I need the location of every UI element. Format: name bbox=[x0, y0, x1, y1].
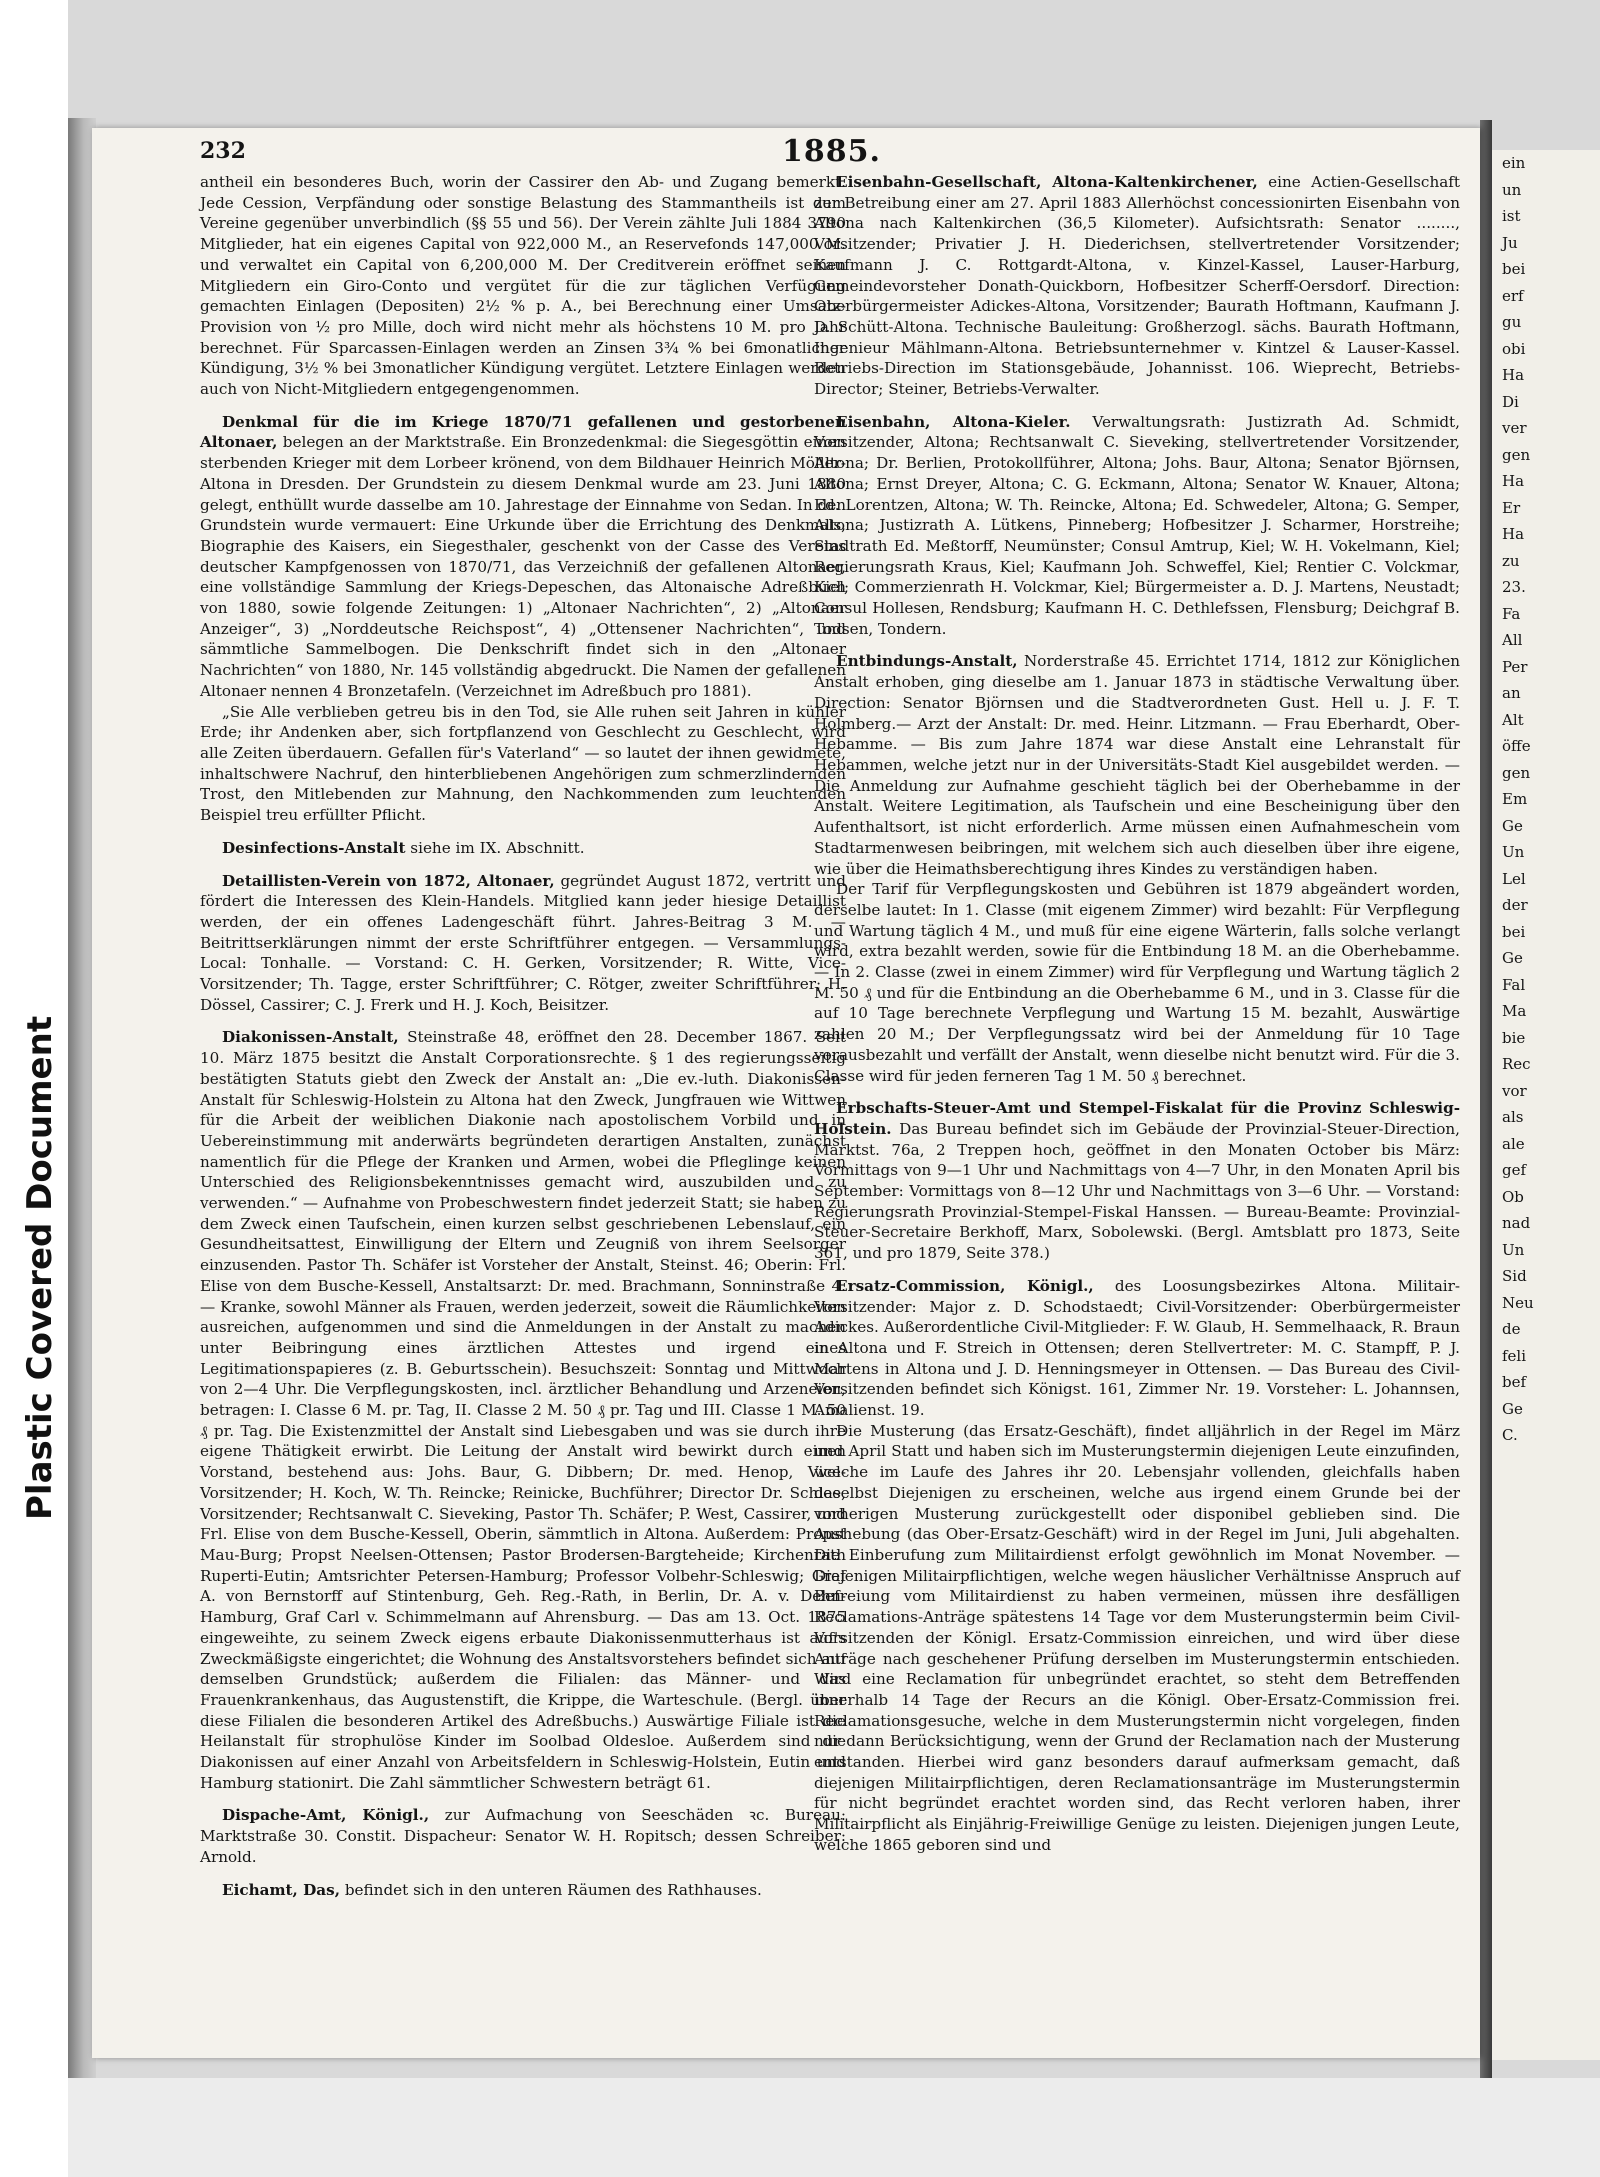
next-page-fragment: 23. bbox=[1502, 578, 1526, 596]
next-page-fragment: ale bbox=[1502, 1134, 1525, 1153]
directory-entry bbox=[200, 1880, 846, 1901]
entry-text bbox=[200, 412, 846, 702]
entry-body: antheil ein besonderes Buch, worin der Cassirer den Ab- und Zugang bemerkt. Jede Cession, Verpfändung oder sonstige Belastung des Stammantheils ist dem Vereine gegenüber unverbindlich (§§ 55 und 56). Der Verein zählte Juli 1884 3790 Mitglieder, hat ein eigenes Capital von 922,000 M., an Reservefonds 147,000 M. und verwaltet ein Capital von 6,200,000 M. Der Creditverein eröffnet seinen Mitgliedern ein Giro-Conto und vergütet für die zur täglichen Verfügung gemachten Einlagen (Depositen) 2½ % p. A., bei Berechnung einer Umsatz-Provision von ½ pro Mille, doch wird nicht mehr als höchstens 10 M. pro Jahr berechnet. Für Sparcassen-Einlagen werden an Zinsen 3¾ % bei 6monatlicher Kündigung, 3½ % bei 3monatlicher Kündigung vergütet. Letztere Einlagen werden auch von Nicht-Mitgliedern entgegengenommen. bbox=[200, 173, 846, 399]
next-page-fragment: Sid bbox=[1502, 1267, 1527, 1285]
entry-heading: Eichamt, Das, bbox=[222, 1880, 340, 1899]
entry-continuation: Der Tarif für Verpflegungskosten und Gebühren ist 1879 abgeändert worden, derselbe lautet: In 1. Classe (mit eigenem Zimmer) wird bezahlt: Für Verpflegung und Wartung täglich 4 M., und muß für eine eigene Wärterin, falls solche verlangt wird, extra bezahlt werden, sowie für die Entbindung 18 M. an die Oberhebamme. — In 2. Classe (zwei in einem Zimmer) wird für Verpflegung und Wartung täglich 2 M. 50 ₰ und für die Entbindung an die Oberhebamme 6 M., und in 3. Classe für die auf 10 Tage berechnete Verpflegung und Wartung 15 M. bezahlt, Auswärtige zahlen 20 M.; Der Verpflegungssatz wird bei der Anmeldung für 10 Tage vorausbezahlt und verfällt der Anstalt, wenn dieselbe nicht benutzt wird. Für die 3. Classe wird für jeden ferneren Tag 1 M. 50 ₰ berechnet. bbox=[814, 880, 1460, 1085]
entry-heading: Eisenbahn, Altona-Kieler. bbox=[836, 412, 1071, 431]
directory-entry bbox=[200, 172, 846, 400]
entry-body: zur Aufmachung von Seeschäden ꝛc. Bureau: Marktstraße 30. Constit. Dispacheur: Senator W. H. Ropitsch; dessen Schreiber: Arnold. bbox=[200, 1806, 847, 1866]
entry-heading: Eisenbahn-Gesellschaft, Altona-Kaltenkirchener, bbox=[836, 173, 1258, 191]
entry-body: siehe im IX. Abschnitt. bbox=[410, 838, 585, 857]
page-gutter bbox=[1480, 120, 1492, 2080]
left-column bbox=[200, 172, 846, 1912]
entry-heading: Ersatz-Commission, Königl., bbox=[836, 1276, 1094, 1295]
next-page-fragment: Em bbox=[1502, 790, 1528, 808]
directory-entry bbox=[200, 1027, 846, 1793]
entry-continuation: Die Musterung (das Ersatz-Geschäft), findet alljährlich in der Regel im März und April Statt und haben sich im Musterungstermin diejenigen Leute einzufinden, welche im Laufe des Jahres ihr 20. Lebensjahr vollenden, gleichfalls haben daselbst Diejenigen zu erscheinen, welche aus irgend einem Grunde bei der vorherigen Musterung zurückgestellt oder disponibel geblieben sind. Die Aushebung (das Ober-Ersatz-Geschäft) wird in der Regel im Juni, Juli abgehalten. Die Einberufung zum Militairdienst erfolgt gewöhnlich im Monat November. — Diejenigen Militairpflichtigen, welche wegen häuslicher Verhältnisse Anspruch auf Befreiung vom Militairdienst zu haben vermeinen, müssen ihre desfälligen Reclamations-Anträge spätestens 14 Tage vor dem Musterungstermin beim Civil-Vorsitzenden der Königl. Ersatz-Commission einreichen, und wird über diese Anträge nach geschehener Prüfung derselben im Musterungstermin entschieden. Wird eine Reclamation für unbegründet erachtet, so steht dem Betreffenden innerhalb 14 Tage der Recurs an die Königl. Ober-Ersatz-Commission frei. Reclamationsgesuche, welche in dem Musterungstermin nicht vorgelegen, finden nur dann Berücksichtigung, wenn der Grund der Reclamation nach der Musterung entstanden. Hierbei wird ganz besonders darauf aufmerksam gemacht, daß diejenigen Militairpflichtigen, deren Reclamationsanträge im Musterungstermin für nicht begründet erachtet worden sind, das Recht verloren haben, ihrer Militairpflicht als Einjährig-Freiwillige Genüge zu leisten. Diejenigen jungen Leute, welche 1865 geboren sind und bbox=[814, 1421, 1460, 1854]
next-page-fragment: C. bbox=[1502, 1426, 1518, 1444]
scan-bottom-strip bbox=[68, 2078, 1600, 2177]
entry-text bbox=[814, 651, 1460, 879]
next-page-fragment: Rec bbox=[1502, 1055, 1531, 1073]
entry-text bbox=[814, 412, 1460, 640]
directory-entry bbox=[200, 412, 846, 826]
next-page-fragment: erf bbox=[1502, 286, 1524, 305]
next-page-fragment: bef bbox=[1502, 1373, 1527, 1391]
entry-heading: Desinfections-Anstalt bbox=[222, 838, 406, 857]
next-page-fragment: bei bbox=[1502, 260, 1526, 278]
next-page-fragment: Ha bbox=[1502, 525, 1525, 543]
entry-body: belegen an der Marktstraße. Ein Bronzedenkmal: die Siegesgöttin einen sterbenden Krieger mit dem Lorbeer krönend, von dem Bildhauer Heinrich Möller-Altona in Dresden. Der Grundstein zu diesem Denkmal wurde am 23. Juni 1880 gelegt, enthüllt wurde dasselbe am 10. Jahrestage der Einnahme von Sedan. In den Grundstein wurde vermauert: Eine Urkunde über die Errichtung des Denkmals, Biographie des Kaisers, ein Siegesthaler, geschenkt von der Casse des Vereins deutscher Kampfgenossen von 1870/71, das Verzeichniß der gefallenen Altonaer, eine vollständige Sammlung der Kriegs-Depeschen, das Altonaische Adreßbuch von 1880, sowie folgende Zeitungen: 1) „Altonaer Nachrichten“, 2) „Altonaer Anzeiger“, 3) „Norddeutsche Reichspost“, 4) „Ottensener Nachrichten“, und sämmtliche Sammelbogen. Die Denkschrift findet sich in den „Altonaer Nachrichten“ von 1880, Nr. 145 vollständig abgedruckt. Die Namen der gefallenen Altonaer nennen 4 Bronzetafeln. (Verzeichnet im Adreßbuch pro 1881). bbox=[200, 433, 847, 700]
next-page-fragment: gen bbox=[1502, 763, 1531, 782]
entry-body: gegründet August 1872, vertritt und fördert die Interessen des Klein-Handels. Mitglied kann jeder hiesige Detaillist werden, der ein offenes Ladengeschäft führt. Jahres-Beitrag 3 M. — Beitrittserklärungen nimmt der erste Schriftführer entgegen. — Versammlungs-Local: Tonhalle. — Vorstand: C. H. Gerken, Vorsitzender; R. Witte, Vice-Vorsitzender; Th. Tagge, erster Schriftführer; C. Rötger, zweiter Schriftführer; H. Dössel, Cassirer; C. J. Frerk und H. J. Koch, Beisitzer. bbox=[200, 871, 846, 1014]
directory-entry bbox=[200, 1805, 846, 1867]
next-page-fragment: un bbox=[1502, 180, 1522, 199]
next-page-fragment: gef bbox=[1502, 1161, 1527, 1179]
entry-text bbox=[200, 172, 846, 400]
directory-entry bbox=[200, 871, 846, 1016]
next-page-fragment: de bbox=[1502, 1320, 1521, 1338]
next-page-fragment: Er bbox=[1502, 498, 1521, 517]
next-page-fragment: Ge bbox=[1502, 1399, 1523, 1418]
entry-heading: Entbindungs-Anstalt, bbox=[836, 652, 1018, 671]
entry-heading: Detaillisten-Verein von 1872, Altonaer, bbox=[222, 871, 555, 890]
entry-text bbox=[200, 1027, 846, 1793]
next-page-fragment: der bbox=[1502, 896, 1528, 914]
next-page-fragment: Un bbox=[1502, 843, 1525, 861]
right-column bbox=[814, 172, 1460, 1868]
next-page-fragment: Un bbox=[1502, 1240, 1525, 1259]
next-page-fragment: Fa bbox=[1502, 604, 1521, 623]
entry-heading: Erbschafts-Steuer-Amt und Stempel-Fiskalat für die Provinz Schleswig-Holstein. bbox=[814, 1099, 1460, 1138]
entry-body: Norderstraße 45. Errichtet 1714, 1812 zur Königlichen Anstalt erhoben, ging dieselbe am 1. Januar 1873 in städtische Verwaltung über. Direction: Senator Björnsen und die Stadtverordneten Gust. Hell u. J. F. T. Holmberg.— Arzt der Anstalt: Dr. med. Heinr. Litzmann. — Frau Eberhardt, Ober-Hebamme. — Bis zum Jahre 1874 war diese Anstalt eine Lehranstalt für Hebammen, welche jetzt nur in der Universitäts-Stadt Kiel ausgebildet werden. — Die Anmeldung zur Aufnahme geschieht täglich bei der Oberhebamme in der Anstalt. Weitere Legitimation, als Taufschein und eine Bescheinigung über den Aufenthaltsort, ist nicht erforderlich. Arme müssen einen Aufnahmeschein vom Stadtarmenwesen beibringen, mit welchem sich auch dieselben über ihre eigene, wie über die Heimathsberechtigung ihres Kindes zu verständigen haben. bbox=[814, 652, 1460, 878]
next-page-fragment: bei bbox=[1502, 922, 1526, 941]
next-page-fragment: nad bbox=[1502, 1214, 1531, 1232]
entry-heading: Dispache-Amt, Königl., bbox=[222, 1806, 430, 1825]
next-page-fragment: öffe bbox=[1502, 737, 1531, 755]
next-page-fragment: Ma bbox=[1502, 1002, 1527, 1020]
watermark-label: Plastic Covered Document bbox=[20, 1015, 60, 1520]
entry-text bbox=[200, 838, 846, 859]
next-page-fragment: Per bbox=[1502, 657, 1528, 676]
directory-entry bbox=[814, 1098, 1460, 1264]
entry-body: eine Actien-Gesellschaft zur Betreibung einer am 27. April 1883 Allerhöchst concessionirten Eisenbahn von Altona nach Kaltenkirchen (36,5 Kilometer). Aufsichtsrath: Senator ........, Vorsitzender; Privatier J. H. Diederichsen, stellvertretender Vorsitzender; Kaufmann J. C. Rottgardt-Altona, v. Kinzel-Kassel, Lauser-Harburg, Gemeindevorsteher Donath-Quickborn, Hofbesitzer Scherff-Oersdorf. Direction: Oberbürgermeister Adickes-Altona, Vorsitzender; Baurath Hoftmann, Kaufmann J. D. Schütt-Altona. Technische Bauleitung: Großherzogl. sächs. Baurath Hoftmann, Ingenieur Mählmann-Altona. Betriebsunternehmer v. Kintzel & Lauser-Kassel. Betriebs-Direction im Stationsgebäude, Johannisst. 106. Wieprecht, Betriebs-Director; Steiner, Betriebs-Verwalter. bbox=[814, 173, 1460, 399]
entry-body: des Loosungsbezirkes Altona. Militair-Vorsitzender: Major z. D. Schodstaedt; Civil-Vorsitzender: Oberbürgermeister Adickes. Außerordentliche Civil-Mitglieder: F. W. Glaub, H. Semmelhaack, R. Braun in Altona und F. Streich in Ottensen; deren Stellvertreter: M. C. Stampff, P. J. Martens in Altona und J. D. Henningsmeyer in Ottensen. — Das Bureau des Civil-Vorsitzenden befindet sich Königst. 161, Zimmer Nr. 19. Vorsteher: L. Johannsen, Amalienst. 19. bbox=[814, 1276, 1461, 1420]
next-page-fragment: zu bbox=[1502, 551, 1520, 570]
next-page-fragment: Neu bbox=[1502, 1293, 1534, 1312]
next-page-fragment: Ge bbox=[1502, 816, 1523, 835]
entry-body: Das Bureau befindet sich im Gebäude der Provinzial-Steuer-Direction, Marktst. 76a, 2 Treppen hoch, geöffnet in den Monaten October bis März: Vormittags von 9—1 Uhr und Nachmittags von 4—7 Uhr, in den Monaten April bis September: Vormittags von 8—12 Uhr und Nachmittags von 3—6 Uhr. — Vorstand: Regierungsrath Provinzial-Stempel-Fiskal Hanssen. — Bureau-Beamte: Provinzial-Steuer-Secretaire Berkhoff, Marx, Sobolewski. (Bergl. Amtsblatt pro 1873, Seite 361, und pro 1879, Seite 378.) bbox=[814, 1119, 1460, 1263]
next-page-fragment: Ha bbox=[1502, 366, 1525, 384]
next-page-fragment: bie bbox=[1502, 1028, 1526, 1047]
next-page-fragment: obi bbox=[1502, 339, 1526, 358]
entry-heading: Diakonissen-Anstalt, bbox=[222, 1028, 399, 1047]
entry-text bbox=[200, 1805, 846, 1867]
entry-text bbox=[814, 1098, 1460, 1264]
entry-text bbox=[200, 1880, 846, 1901]
entry-body: befindet sich in den unteren Räumen des Rathhauses. bbox=[344, 1880, 762, 1899]
next-page-fragment: ein bbox=[1502, 154, 1526, 172]
next-page-fragment: feli bbox=[1502, 1346, 1527, 1365]
entry-body: Verwaltungsrath: Justizrath Ad. Schmidt, Vorsitzender, Altona; Rechtsanwalt C. Sieveking, stellvertretender Vorsitzender, Altona; Dr. Berlien, Protokollführer, Altona; Johs. Baur, Altona; Senator Björnsen, Altona; Ernst Dreyer, Altona; C. G. Eckmann, Altona; Senator W. Knauer, Altona; Ed. Lorentzen, Altona; W. Th. Reincke, Altona; Ed. Schwedeler, Altona; G. Semper, Altona; Justizrath A. Lütkens, Pinneberg; Hofbesitzer J. Scharmer, Horstreihe; Stadtrath Ed. Meßtorff, Neumünster; Consul Amtrup, Kiel; W. H. Vokelmann, Kiel; Regierungsrath Kraus, Kiel; Kaufmann Joh. Schweffel, Kiel; Rentier C. Volckmar, Kiel; Commerzienrath H. Volckmar, Kiel; Bürgermeister a. D. J. Martens, Neustadt; Consul Hollesen, Rendsburg; Kaufmann H. C. Dethlefssen, Flensburg; Deichgraf B. Todsen, Tondern. bbox=[814, 412, 1460, 638]
entry-text bbox=[814, 172, 1460, 400]
next-page-fragment: Ob bbox=[1502, 1187, 1524, 1206]
next-page-fragment: als bbox=[1502, 1108, 1524, 1126]
entry-body: Steinstraße 48, eröffnet den 28. December 1867. Seit 10. März 1875 besitzt die Anstalt Corporationsrechte. § 1 des regierungsseitig bestätigten Statuts giebt den Zweck der Anstalt an: „Die ev.-luth. Diakonissen-Anstalt für Schleswig-Holstein zu Altona hat den Zweck, Jungfrauen wie Wittwen für die Arbeit der weiblichen Diakonie nach apostolischem Vorbild und in Uebereinstimmung mit anderwärts begründeten derartigen Anstalten, zunächst namentlich für die Pflege der Kranken und Armen, wobei die Pfleglinge keinen Unterschied des Religionsbekenntnisses gemacht wird, auszubilden und zu verwenden.“ — Aufnahme von Probeschwestern findet jederzeit Statt; sie haben zu dem Zweck einen Taufschein, einen kurzen selbst geschriebenen Lebenslauf, ein Gesundheitsattest, Einwilligung der Eltern und Zeugniß von ihrem Seelsorger einzusenden. Pastor Th. Schäfer ist Vorsteher der Anstalt, Steinst. 46; Oberin: Frl. Elise von dem Busche-Kessell, Anstaltsarzt: Dr. med. Brachmann, Sonninstraße 4. — Kranke, sowohl Männer als Frauen, werden jederzeit, soweit die Räumlichkeiten ausreichen, aufgenommen und sind die Anmeldungen in der Anstalt zu machen unter Beibringung eines ärztlichen Attestes und irgend eines Legitimationspapieres (z. B. Geburtsschein). Besuchszeit: Sonntag und Mittwoch von 2—4 Uhr. Die Verpflegungskosten, incl. ärztlicher Behandlung und Arzeneien, betragen: I. Classe 6 M. pr. Tag, II. Classe 2 M. 50 ₰ pr. Tag und III. Classe 1 M. 50 ₰ pr. Tag. Die Existenzmittel der Anstalt sind Liebesgaben und was sie durch ihre eigene Thätigkeit erwirbt. Die Leitung der Anstalt wird bewirkt durch einen Vorstand, bestehend aus: Johs. Baur, G. Dibbern; Dr. med. Henop, Vice-Vorsitzender; H. Koch, W. Th. Reincke; Reinicke, Buchführer; Director Dr. Schlee, Vorsitzender; Rechtsanwalt C. Sieveking, Pastor Th. Schäfer; P. West, Cassirer, und Frl. Elise von dem Busche-Kessell, Oberin, sämmtlich in Altona. Außerdem: Propst Mau-Burg; Propst Neelsen-Ottensen; Pastor Brodersen-Bargteheide; Kirchenrath Ruperti-Eutin; Amtsrichter Petersen-Hamburg; Professor Volbehr-Schleswig; Graf A. von Bernstorff auf Stintenburg, Geh. Reg.-Rath, in Berlin, Dr. A. v. Dehn-Hamburg, Graf Carl v. Schimmelmann auf Ahrensburg. — Das am 13. Oct. 1875 eingeweihte, zu seinem Zweck eigens erbaute Diakonissenmutterhaus ist auf's Zweckmäßigste eingerichtet; die Wohnung des Anstaltsvorstehers befindet sich auf demselben Grundstück; außerdem die Filialen: das Männer- und das Frauenkrankenhaus, das Augustenstift, die Krippe, die Warteschule. (Bergl. über diese Filialen die besonderen Artikel des Adreßbuchs.) Auswärtige Filiale ist die Heilanstalt für strophulöse Kinder im Soolbad Oldesloe. Außerdem sind die Diakonissen auf einer Anzahl von Arbeitsfeldern in Schleswig-Holstein, Eutin und Hamburg stationirt. Die Zahl sämmtlicher Schwestern beträgt 61. bbox=[200, 1028, 846, 1792]
entry-continuation: „Sie Alle verblieben getreu bis in den Tod, sie Alle ruhen seit Jahren in kühler Erde; ihr Andenken aber, sich fortpflanzend von Geschlecht zu Geschlecht, wird alle Zeiten überdauern. Gefallen für's Vaterland“ — so lautet der ihnen gewidmete, inhaltschwere Nachruf, den hinterbliebenen Angehörigen zum schmerzlindernden Trost, den Mitlebenden zur Mahnung, den Nachkommenden zum leuchtenden Beispiel treu erfüllter Pflicht. bbox=[200, 702, 846, 825]
next-page-fragment: Fal bbox=[1502, 975, 1526, 994]
next-page-fragment: ist bbox=[1502, 207, 1521, 225]
directory-entry bbox=[814, 651, 1460, 1086]
page-year-header: 1885. bbox=[782, 134, 881, 169]
book-page bbox=[92, 128, 1480, 2058]
entry-heading: Denkmal für die im Kriege 1870/71 gefallenen und gestorbenen Altonaer, bbox=[200, 412, 846, 452]
directory-entry bbox=[200, 838, 846, 859]
next-page-fragment: Ha bbox=[1502, 472, 1525, 490]
directory-entry bbox=[814, 412, 1460, 640]
next-page-fragment: ver bbox=[1502, 419, 1527, 437]
next-page-fragment: gu bbox=[1502, 313, 1522, 331]
next-page-fragment: Lel bbox=[1502, 869, 1526, 888]
next-page-fragment: Ju bbox=[1502, 233, 1518, 252]
next-page-fragment: Di bbox=[1502, 392, 1519, 411]
entry-text bbox=[200, 871, 846, 1016]
next-page-fragment: gen bbox=[1502, 445, 1531, 464]
entry-text bbox=[814, 1276, 1460, 1421]
directory-entry bbox=[814, 172, 1460, 400]
next-page-fragment: Ge bbox=[1502, 949, 1523, 967]
directory-entry bbox=[814, 1276, 1460, 1856]
next-page-fragment: Alt bbox=[1502, 710, 1524, 729]
next-page-fragment: All bbox=[1502, 631, 1523, 649]
next-page-fragment: vor bbox=[1502, 1081, 1527, 1100]
next-page-edge bbox=[1492, 150, 1600, 2060]
page-number: 232 bbox=[200, 138, 246, 164]
next-page-fragment: an bbox=[1502, 684, 1521, 702]
